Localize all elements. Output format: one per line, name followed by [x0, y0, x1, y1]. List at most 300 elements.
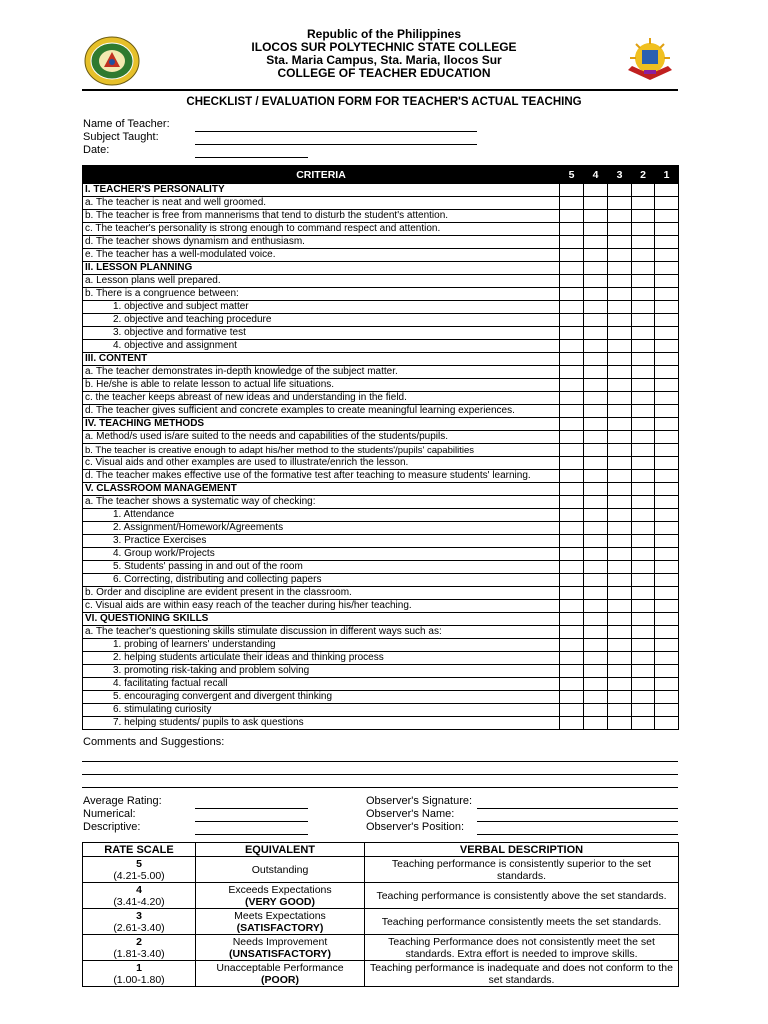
score-cell[interactable]: [560, 678, 584, 691]
score-cell[interactable]: [655, 301, 679, 314]
score-cell[interactable]: [608, 197, 632, 210]
score-cell[interactable]: [632, 496, 655, 509]
score-cell[interactable]: [584, 340, 608, 353]
score-cell[interactable]: [632, 561, 655, 574]
score-cell[interactable]: [655, 717, 679, 730]
score-cell[interactable]: [608, 444, 632, 457]
criteria-row: [83, 704, 679, 717]
rate-number: 1: [136, 961, 142, 974]
score-cell[interactable]: [632, 691, 655, 704]
score-cell[interactable]: [584, 444, 608, 457]
score-cell[interactable]: [560, 509, 584, 522]
score-cell[interactable]: [608, 418, 632, 431]
score-cell[interactable]: [632, 444, 655, 457]
score-cell[interactable]: [632, 405, 655, 418]
observer-name-field[interactable]: [477, 821, 678, 822]
score-cell[interactable]: [560, 275, 584, 288]
score-cell[interactable]: [560, 587, 584, 600]
institution-header: [0, 28, 768, 80]
score-cell[interactable]: [608, 678, 632, 691]
criteria-item: b. Order and discipline are evident present in the classroom.: [83, 587, 560, 600]
score-cell[interactable]: [655, 366, 679, 379]
average-rating-field[interactable]: [195, 808, 308, 809]
criteria-item: d. The teacher makes effective use of the formative test after teaching to measure students' learning.: [83, 470, 560, 483]
score-cell[interactable]: [560, 470, 584, 483]
score-cell[interactable]: [584, 522, 608, 535]
score-cell[interactable]: [655, 275, 679, 288]
score-cell[interactable]: [560, 522, 584, 535]
score-cell[interactable]: [655, 561, 679, 574]
score-cell[interactable]: [632, 639, 655, 652]
score-cell[interactable]: [560, 548, 584, 561]
score-cell[interactable]: [608, 626, 632, 639]
score-cell[interactable]: [584, 249, 608, 262]
score-cell[interactable]: [655, 340, 679, 353]
criteria-section-heading: VI. QUESTIONING SKILLS: [83, 613, 560, 626]
score-cell[interactable]: [655, 457, 679, 470]
score-cell[interactable]: [632, 327, 655, 340]
criteria-row: [83, 561, 679, 574]
score-cell[interactable]: [584, 353, 608, 366]
score-cell[interactable]: [632, 509, 655, 522]
score-cell[interactable]: [655, 379, 679, 392]
score-cell[interactable]: [560, 340, 584, 353]
score-cell[interactable]: [584, 535, 608, 548]
score-cell[interactable]: [608, 496, 632, 509]
score-cell[interactable]: [608, 574, 632, 587]
score-cell[interactable]: [632, 613, 655, 626]
score-cell[interactable]: [608, 548, 632, 561]
score-cell[interactable]: [655, 587, 679, 600]
score-cell[interactable]: [655, 626, 679, 639]
rating-header-row: [83, 843, 679, 857]
score-cell[interactable]: [584, 496, 608, 509]
equivalent-label: Meets Expectations: [234, 909, 326, 922]
score-cell[interactable]: [655, 522, 679, 535]
score-cell[interactable]: [608, 600, 632, 613]
numerical-field[interactable]: [195, 821, 308, 822]
score-cell[interactable]: [655, 665, 679, 678]
score-cell[interactable]: [560, 418, 584, 431]
criteria-sub-item: 4. facilitating factual recall: [83, 678, 560, 691]
score-cell[interactable]: [584, 418, 608, 431]
score-cell[interactable]: [655, 197, 679, 210]
comments-line-2[interactable]: [82, 774, 678, 775]
score-cell[interactable]: [632, 340, 655, 353]
score-cell[interactable]: [655, 496, 679, 509]
criteria-row: [83, 288, 679, 301]
criteria-sub-item: 4. Group work/Projects: [83, 548, 560, 561]
criteria-sub-item: 5. Students' passing in and out of the room: [83, 561, 560, 574]
score-cell[interactable]: [632, 379, 655, 392]
score-cell[interactable]: [560, 236, 584, 249]
criteria-row: [83, 366, 679, 379]
numerical-label: Numerical:: [83, 808, 136, 820]
score-cell[interactable]: [632, 184, 655, 197]
criteria-sub-item: 2. Assignment/Homework/Agreements: [83, 522, 560, 535]
score-cell[interactable]: [608, 717, 632, 730]
score-cell[interactable]: [632, 717, 655, 730]
score-cell[interactable]: [655, 600, 679, 613]
equivalent-rating: (UNSATISFACTORY): [229, 947, 331, 960]
score-cell[interactable]: [584, 457, 608, 470]
criteria-item: a. The teacher shows a systematic way of checking:: [83, 496, 560, 509]
score-cell[interactable]: [584, 652, 608, 665]
criteria-row: [83, 548, 679, 561]
score-cell[interactable]: [584, 197, 608, 210]
criteria-sub-item: 3. objective and formative test: [83, 327, 560, 340]
score-cell[interactable]: [560, 626, 584, 639]
score-cell[interactable]: [584, 327, 608, 340]
score-cell[interactable]: [584, 600, 608, 613]
criteria-table: [82, 165, 679, 730]
score-cell[interactable]: [655, 405, 679, 418]
score-cell[interactable]: [632, 652, 655, 665]
criteria-row: [83, 262, 679, 275]
score-cell[interactable]: [608, 509, 632, 522]
score-cell[interactable]: [584, 301, 608, 314]
score-cell[interactable]: [584, 626, 608, 639]
score-cell[interactable]: [632, 288, 655, 301]
score-cell[interactable]: [560, 288, 584, 301]
score-cell[interactable]: [584, 483, 608, 496]
score-cell[interactable]: [632, 275, 655, 288]
score-cell[interactable]: [608, 639, 632, 652]
comments-line-3[interactable]: [82, 787, 678, 788]
score-cell[interactable]: [608, 249, 632, 262]
score-cell[interactable]: [632, 366, 655, 379]
score-cell[interactable]: [560, 444, 584, 457]
score-cell[interactable]: [632, 522, 655, 535]
score-cell[interactable]: [584, 405, 608, 418]
score-cell[interactable]: [655, 483, 679, 496]
criteria-item: c. the teacher keeps abreast of new ideas and understanding in the field.: [83, 392, 560, 405]
criteria-item: d. The teacher gives sufficient and concrete examples to create meaningful learning experiences.: [83, 405, 560, 418]
score-cell[interactable]: [655, 236, 679, 249]
score-cell[interactable]: [560, 691, 584, 704]
criteria-row: [83, 444, 679, 457]
score-cell[interactable]: [584, 236, 608, 249]
equivalent-cell: [196, 961, 365, 987]
rating-scale-table: [82, 842, 679, 987]
score-cell[interactable]: [560, 561, 584, 574]
score-cell[interactable]: [584, 704, 608, 717]
score-cell[interactable]: [608, 405, 632, 418]
equivalent-cell: [196, 883, 365, 909]
score-cell[interactable]: [608, 184, 632, 197]
score-cell[interactable]: [584, 210, 608, 223]
score-cell[interactable]: [655, 509, 679, 522]
score-cell[interactable]: [560, 392, 584, 405]
score-cell[interactable]: [608, 340, 632, 353]
score-cell[interactable]: [584, 561, 608, 574]
score-cell[interactable]: [560, 483, 584, 496]
score-cell[interactable]: [632, 210, 655, 223]
equivalent-label: Unacceptable Performance: [216, 961, 344, 974]
score-cell[interactable]: [608, 691, 632, 704]
score-cell[interactable]: [632, 470, 655, 483]
score-cell[interactable]: [608, 392, 632, 405]
verbal-description-header: VERBAL DESCRIPTION: [365, 843, 679, 857]
header-divider: [82, 89, 678, 91]
score-cell[interactable]: [584, 509, 608, 522]
observer-signature-field[interactable]: [477, 808, 678, 809]
score-cell[interactable]: [584, 717, 608, 730]
score-cell[interactable]: [584, 548, 608, 561]
score-cell[interactable]: [655, 678, 679, 691]
rate-range: (1.81-3.40): [113, 947, 165, 960]
score-cell[interactable]: [608, 353, 632, 366]
rating-row: [83, 961, 679, 987]
score-cell[interactable]: [632, 301, 655, 314]
score-cell[interactable]: [608, 587, 632, 600]
criteria-section-heading: IV. TEACHING METHODS: [83, 418, 560, 431]
observer-signature-label: Observer's Signature:: [366, 795, 473, 807]
score-cell[interactable]: [608, 288, 632, 301]
score-cell[interactable]: [560, 704, 584, 717]
criteria-row: [83, 665, 679, 678]
score-cell[interactable]: [632, 665, 655, 678]
score-cell[interactable]: [655, 314, 679, 327]
score-cell[interactable]: [584, 314, 608, 327]
score-cell[interactable]: [584, 366, 608, 379]
score-cell[interactable]: [584, 574, 608, 587]
observer-position-label: Observer's Position:: [366, 821, 465, 833]
score-cell[interactable]: [608, 704, 632, 717]
equivalent-header: EQUIVALENT: [196, 843, 365, 857]
score-cell[interactable]: [632, 392, 655, 405]
score-cell[interactable]: [560, 652, 584, 665]
equivalent-rating: (SATISFACTORY): [236, 921, 324, 934]
criteria-sub-item: 6. stimulating curiosity: [83, 704, 560, 717]
score-cell[interactable]: [655, 691, 679, 704]
score-cell[interactable]: [655, 184, 679, 197]
score-cell[interactable]: [632, 353, 655, 366]
score-cell[interactable]: [608, 223, 632, 236]
rate-range: (2.61-3.40): [113, 921, 165, 934]
score-cell[interactable]: [655, 613, 679, 626]
score-cell[interactable]: [608, 483, 632, 496]
score-cell[interactable]: [560, 314, 584, 327]
score-cell[interactable]: [632, 535, 655, 548]
score-cell[interactable]: [655, 353, 679, 366]
score-cell[interactable]: [608, 301, 632, 314]
score-cell[interactable]: [632, 249, 655, 262]
criteria-header: CRITERIA: [83, 166, 560, 184]
observer-position-field[interactable]: [477, 834, 678, 835]
score-cell[interactable]: [584, 223, 608, 236]
comments-line-1[interactable]: [82, 761, 678, 762]
score-cell[interactable]: [655, 223, 679, 236]
score-cell[interactable]: [632, 587, 655, 600]
score-cell[interactable]: [560, 327, 584, 340]
score-cell[interactable]: [560, 197, 584, 210]
score-cell[interactable]: [608, 652, 632, 665]
score-cell[interactable]: [655, 704, 679, 717]
descriptive-field[interactable]: [195, 834, 308, 835]
score-cell[interactable]: [655, 431, 679, 444]
score-cell[interactable]: [584, 379, 608, 392]
score-cell[interactable]: [655, 444, 679, 457]
criteria-item: e. The teacher has a well-modulated voice.: [83, 249, 560, 262]
criteria-item: a. Method/s used is/are suited to the needs and capabilities of the students/pupils.: [83, 431, 560, 444]
score-header-3: 3: [608, 166, 632, 184]
score-cell[interactable]: [608, 561, 632, 574]
score-header-2: 2: [632, 166, 655, 184]
score-cell[interactable]: [632, 223, 655, 236]
score-cell[interactable]: [560, 496, 584, 509]
score-cell[interactable]: [655, 470, 679, 483]
score-cell[interactable]: [655, 639, 679, 652]
score-cell[interactable]: [632, 600, 655, 613]
score-cell[interactable]: [560, 379, 584, 392]
form-title: CHECKLIST / EVALUATION FORM FOR TEACHER'S ACTUAL TEACHING: [186, 96, 582, 108]
criteria-item: a. The teacher demonstrates in-depth knowledge of the subject matter.: [83, 366, 560, 379]
teacher-name-field[interactable]: [195, 131, 477, 132]
criteria-row: [83, 314, 679, 327]
score-cell[interactable]: [632, 483, 655, 496]
rate-scale-header: RATE SCALE: [83, 843, 196, 857]
score-cell[interactable]: [608, 314, 632, 327]
score-cell[interactable]: [655, 327, 679, 340]
score-cell[interactable]: [584, 691, 608, 704]
score-cell[interactable]: [584, 431, 608, 444]
score-cell[interactable]: [655, 548, 679, 561]
score-cell[interactable]: [608, 262, 632, 275]
score-cell[interactable]: [560, 249, 584, 262]
score-cell[interactable]: [608, 379, 632, 392]
score-cell[interactable]: [560, 665, 584, 678]
score-cell[interactable]: [584, 678, 608, 691]
score-cell[interactable]: [632, 314, 655, 327]
criteria-row: [83, 626, 679, 639]
score-cell[interactable]: [584, 184, 608, 197]
score-cell[interactable]: [655, 652, 679, 665]
score-cell[interactable]: [608, 275, 632, 288]
criteria-section-heading: I. TEACHER'S PERSONALITY: [83, 184, 560, 197]
score-cell[interactable]: [560, 366, 584, 379]
subject-taught-field[interactable]: [195, 144, 477, 145]
score-cell[interactable]: [560, 613, 584, 626]
score-cell[interactable]: [608, 470, 632, 483]
score-cell[interactable]: [608, 210, 632, 223]
score-cell[interactable]: [560, 223, 584, 236]
score-cell[interactable]: [608, 236, 632, 249]
rate-number: 5: [136, 857, 142, 870]
criteria-row: [83, 535, 679, 548]
score-cell[interactable]: [632, 548, 655, 561]
score-cell[interactable]: [632, 574, 655, 587]
criteria-row: [83, 236, 679, 249]
score-cell[interactable]: [632, 418, 655, 431]
score-cell[interactable]: [655, 288, 679, 301]
score-cell[interactable]: [608, 457, 632, 470]
score-cell[interactable]: [560, 262, 584, 275]
score-cell[interactable]: [655, 418, 679, 431]
score-cell[interactable]: [655, 392, 679, 405]
criteria-item: c. The teacher's personality is strong enough to command respect and attention.: [83, 223, 560, 236]
score-cell[interactable]: [608, 522, 632, 535]
criteria-row: [83, 613, 679, 626]
score-cell[interactable]: [632, 678, 655, 691]
score-cell[interactable]: [560, 639, 584, 652]
criteria-item: a. The teacher is neat and well groomed.: [83, 197, 560, 210]
score-cell[interactable]: [560, 600, 584, 613]
criteria-row: [83, 717, 679, 730]
criteria-section-heading: III. CONTENT: [83, 353, 560, 366]
equivalent-cell: [196, 935, 365, 961]
rate-range: (4.21-5.00): [113, 869, 165, 882]
score-cell[interactable]: [584, 470, 608, 483]
score-cell[interactable]: [608, 613, 632, 626]
score-cell[interactable]: [560, 353, 584, 366]
verbal-description-cell: Teaching performance is consistently superior to the set standards.: [365, 857, 679, 883]
score-cell[interactable]: [632, 626, 655, 639]
rating-row: [83, 935, 679, 961]
score-cell[interactable]: [632, 197, 655, 210]
score-cell[interactable]: [608, 431, 632, 444]
score-cell[interactable]: [655, 210, 679, 223]
rate-scale-cell: [83, 909, 196, 935]
score-cell[interactable]: [655, 249, 679, 262]
score-cell[interactable]: [584, 262, 608, 275]
score-cell[interactable]: [632, 262, 655, 275]
criteria-row: [83, 652, 679, 665]
rate-range: (1.00-1.80): [113, 973, 165, 986]
score-cell[interactable]: [608, 665, 632, 678]
score-cell[interactable]: [608, 535, 632, 548]
date-field[interactable]: [195, 157, 308, 158]
score-cell[interactable]: [560, 301, 584, 314]
score-cell[interactable]: [584, 587, 608, 600]
score-cell[interactable]: [560, 405, 584, 418]
criteria-section-heading: II. LESSON PLANNING: [83, 262, 560, 275]
score-cell[interactable]: [560, 210, 584, 223]
criteria-item: b. He/she is able to relate lesson to actual life situations.: [83, 379, 560, 392]
score-cell[interactable]: [584, 665, 608, 678]
score-cell[interactable]: [584, 275, 608, 288]
score-cell[interactable]: [608, 327, 632, 340]
score-cell[interactable]: [560, 457, 584, 470]
score-cell[interactable]: [632, 236, 655, 249]
criteria-row: [83, 327, 679, 340]
score-cell[interactable]: [655, 574, 679, 587]
verbal-description-cell: Teaching performance is consistently above the set standards.: [365, 883, 679, 909]
score-cell[interactable]: [584, 613, 608, 626]
score-cell[interactable]: [632, 431, 655, 444]
score-cell[interactable]: [655, 262, 679, 275]
criteria-sub-item: 3. Practice Exercises: [83, 535, 560, 548]
score-cell[interactable]: [584, 392, 608, 405]
criteria-item: c. Visual aids and other examples are used to illustrate/enrich the lesson.: [83, 457, 560, 470]
score-cell[interactable]: [608, 366, 632, 379]
score-cell[interactable]: [560, 431, 584, 444]
score-cell[interactable]: [584, 639, 608, 652]
score-cell[interactable]: [560, 717, 584, 730]
header-campus: Sta. Maria Campus, Sta. Maria, Ilocos Sur: [266, 53, 502, 67]
score-cell[interactable]: [632, 457, 655, 470]
score-cell[interactable]: [584, 288, 608, 301]
criteria-row: [83, 587, 679, 600]
score-cell[interactable]: [560, 535, 584, 548]
criteria-row: [83, 457, 679, 470]
score-cell[interactable]: [560, 184, 584, 197]
score-cell[interactable]: [632, 704, 655, 717]
score-cell[interactable]: [655, 535, 679, 548]
score-cell[interactable]: [560, 574, 584, 587]
criteria-row: [83, 418, 679, 431]
rate-scale-cell: [83, 857, 196, 883]
